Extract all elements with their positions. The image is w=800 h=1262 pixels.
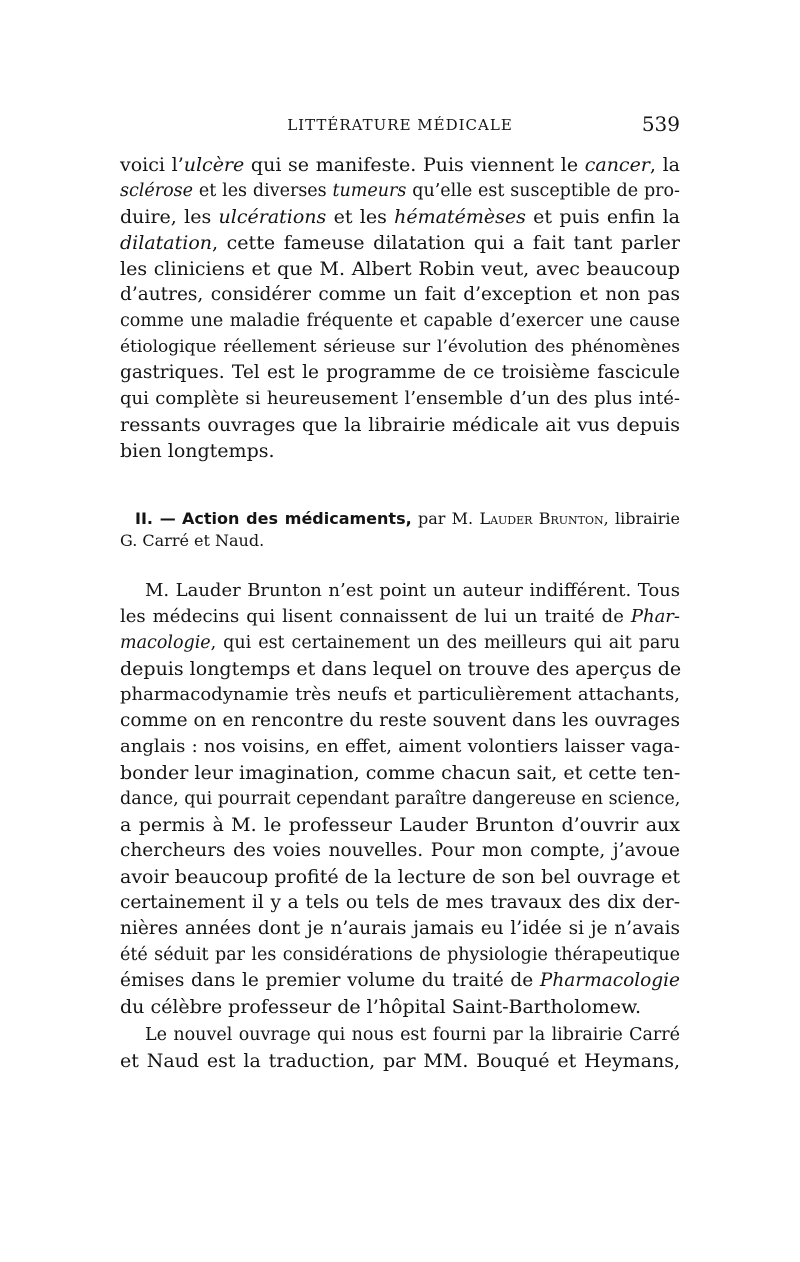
- text-run: et les: [326, 206, 395, 228]
- page-header: [120, 114, 680, 140]
- text-run: , librairie: [603, 509, 680, 528]
- text-line: [120, 230, 680, 256]
- text-run: , qui est certainement un des meilleurs qui ait paru: [210, 633, 680, 653]
- italic-term: tumeurs: [332, 181, 407, 201]
- text-line: comme on en rencontre du reste souvent dans les ouvrages: [120, 710, 680, 731]
- text-line: et Naud est la traduction, par MM. Bouqué et Heymans,: [120, 1050, 680, 1072]
- text-line: du célèbre professeur de l’hôpital Saint-Bartholomew.: [120, 996, 642, 1018]
- text-line: depuis longtemps et dans lequel on trouve des aperçus de: [120, 658, 682, 680]
- text-line: [120, 604, 680, 630]
- text-line: pharmacodynamie très neufs et particulièrement attachants,: [120, 684, 680, 705]
- text-line: ressants ouvrages que la librairie médicale ait vus depuis: [120, 414, 680, 436]
- text-line: [120, 630, 680, 656]
- text-run: émises dans le premier volume du traité de: [120, 970, 540, 991]
- italic-term: cancer: [584, 154, 650, 176]
- section-title: Action des médicaments,: [182, 509, 412, 528]
- italic-term: macologie: [120, 633, 211, 653]
- author-name: Lauder Brunton: [479, 509, 604, 528]
- italic-term: dilatation: [120, 232, 212, 254]
- text-run: voici l’: [120, 154, 184, 176]
- running-title: LITTÉRATURE MÉDICALE: [287, 116, 513, 134]
- section-heading-continued: G. Carré et Naud.: [120, 531, 265, 550]
- text-line: bien longtemps.: [120, 440, 275, 462]
- text-line: qui complète si heureusement l’ensemble d’un des plus inté-: [120, 388, 680, 409]
- text-line: d’autres, considérer comme un fait d’exception et non pas: [120, 284, 680, 305]
- text-line: anglais : nos voisins, en effet, aiment volontiers laisser vaga-: [120, 736, 680, 757]
- text-line: nières années dont je n’aurais jamais eu l’idée si je n’avais: [120, 918, 680, 939]
- italic-term: Phar-: [630, 606, 680, 627]
- text-line: Le nouvel ouvrage qui nous est fourni par la librairie Carré: [145, 1025, 680, 1045]
- text-run: , la: [649, 154, 681, 176]
- text-run: , cette fameuse dilatation qui a fait tant parler: [212, 232, 680, 254]
- text-line: [120, 968, 680, 994]
- italic-term: ulcère: [183, 154, 245, 176]
- text-run: les médecins qui lisent connaissent de lui un traité de: [120, 606, 631, 627]
- text-line: [120, 152, 680, 178]
- text-line: dance, qui pourrait cependant paraître dangereuse en science,: [120, 789, 681, 809]
- italic-term: Pharmacologie: [539, 970, 680, 991]
- text-line: gastriques. Tel est le programme de ce troisième fascicule: [120, 362, 680, 383]
- italic-term: ulcérations: [218, 206, 327, 228]
- page-number: 539: [641, 112, 680, 136]
- text-line: a permis à M. le professeur Lauder Brunton d’ouvrir aux: [120, 814, 680, 836]
- text-line: chercheurs des voies nouvelles. Pour mon compte, j’avoue: [120, 840, 680, 861]
- text-run: duire, les: [120, 206, 219, 228]
- text-line: M. Lauder Brunton n’est point un auteur indifférent. Tous: [145, 580, 680, 601]
- text-run: et les diverses: [192, 181, 333, 201]
- text-run: qui se manifeste. Puis viennent le: [244, 154, 585, 176]
- text-run: par M.: [411, 509, 480, 528]
- text-line: avoir beaucoup profité de la lecture de son bel ouvrage et: [120, 866, 680, 888]
- text-line: [120, 204, 680, 230]
- text-run: et puis enfin la: [525, 206, 680, 228]
- text-run: qu’elle est susceptible de pro-: [406, 181, 680, 201]
- text-line: certainement il y a tels ou tels de mes travaux des dix der-: [120, 892, 680, 913]
- text-line: [120, 178, 680, 204]
- text-line: comme une maladie fréquente et capable d’exercer une cause: [120, 311, 680, 331]
- italic-term: sclérose: [120, 181, 193, 201]
- text-line: été séduit par les considérations de physiologie thérapeutique: [120, 945, 680, 965]
- italic-term: hématémèses: [394, 206, 526, 228]
- text-line: les cliniciens et que M. Albert Robin veut, avec beaucoup: [120, 258, 680, 280]
- text-line: étiologique réellement sérieuse sur l’évolution des phénomènes: [120, 337, 680, 357]
- text-line: bonder leur imagination, comme chacun sait, et cette ten-: [120, 762, 681, 784]
- section-numeral: II. —: [135, 509, 176, 528]
